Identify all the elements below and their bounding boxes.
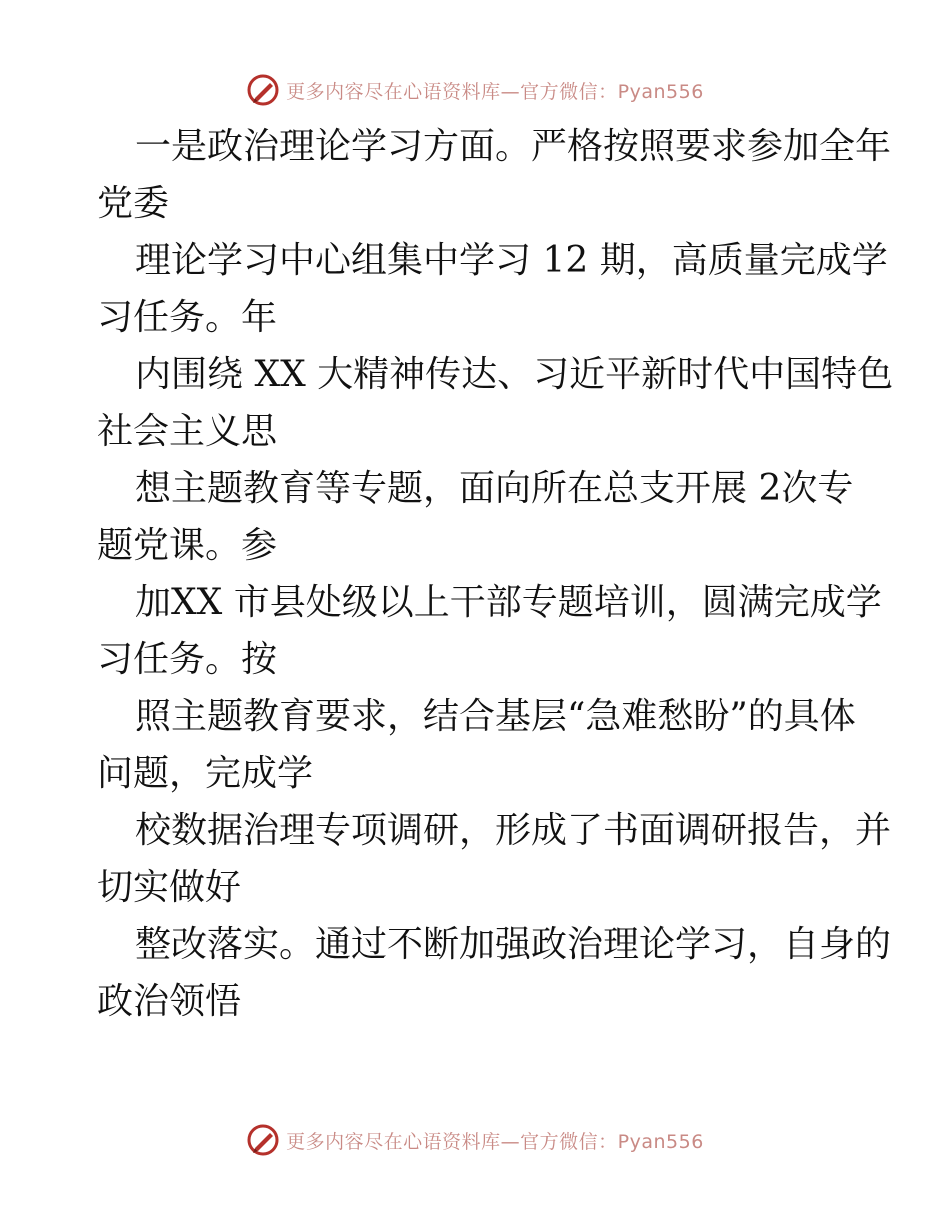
paragraph-first-line: 一是政治理论学习方面。严格按照要求参加全年: [135, 126, 892, 167]
header-watermark-text: 更多内容尽在心语资料库—官方微信：Pyan556: [286, 80, 704, 103]
paragraph-continuation: 社会主义思: [97, 411, 278, 452]
paragraph-continuation: 党委: [97, 183, 170, 224]
paragraph-first-line: 想主题教育等专题，面向所在总支开展 2次专: [135, 468, 854, 509]
paragraph: [97, 232, 888, 346]
paragraph-continuation: 政治领悟: [97, 981, 242, 1022]
document-body: [97, 118, 894, 1030]
paragraph: [97, 118, 892, 232]
paragraph-first-line: 加XX 市县处级以上干部专题培训，圆满完成学: [135, 582, 882, 623]
paragraph-first-line: 理论学习中心组集中学习 12 期，高质量完成学: [135, 240, 888, 281]
footer-watermark-text: 更多内容尽在心语资料库—官方微信：Pyan556: [286, 1130, 704, 1153]
pen-logo-icon: [246, 73, 280, 107]
paragraph-first-line: 内围绕 XX 大精神传达、习近平新时代中国特色: [135, 354, 894, 395]
paragraph-continuation: 题党课。参: [97, 525, 278, 566]
paragraph-continuation: 习任务。年: [97, 297, 278, 338]
paragraph: [97, 688, 857, 802]
paragraph: [97, 460, 857, 574]
header-watermark: [0, 70, 950, 110]
paragraph-continuation: 切实做好: [97, 867, 242, 908]
paragraph-first-line: 照主题教育要求，结合基层“急难愁盼”的具体: [135, 696, 856, 737]
paragraph-first-line: 校数据治理专项调研，形成了书面调研报告，并: [135, 810, 892, 851]
paragraph: [97, 916, 892, 1030]
paragraph-first-line: 整改落实。通过不断加强政治理论学习，自身的: [135, 924, 892, 965]
paragraph-continuation: 习任务。按: [97, 639, 278, 680]
footer-watermark: [0, 1120, 950, 1160]
paragraph: [97, 574, 882, 688]
paragraph-continuation: 问题，完成学: [97, 753, 314, 794]
paragraph: [97, 346, 894, 460]
paragraph: [97, 802, 892, 916]
pen-logo-icon: [246, 1123, 280, 1157]
